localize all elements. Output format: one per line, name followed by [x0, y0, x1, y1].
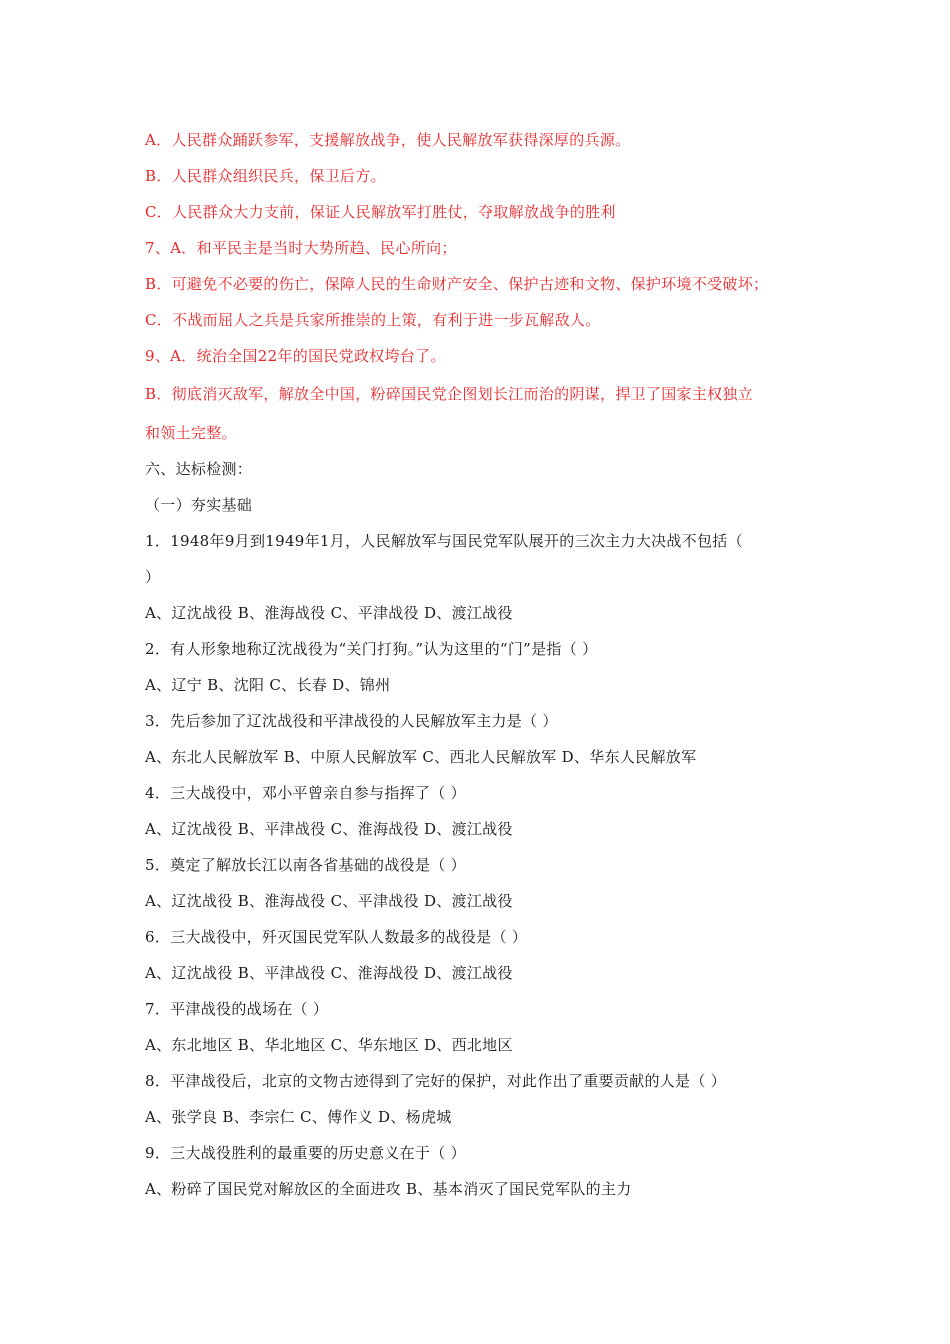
question-line-9: A、辽沈战役 B、平津战役 C、淮海战役 D、渡江战役	[145, 820, 513, 838]
question-line-11: A、辽沈战役 B、淮海战役 C、平津战役 D、渡江战役	[145, 892, 513, 910]
answer-line-7: 9、A．统治全国22年的国民党政权垮台了。	[145, 347, 446, 365]
question-line-1: 1．1948年9月到1949年1月，人民解放军与国民党军队展开的三次主力大决战不包括（	[145, 532, 743, 550]
subsection-title: （一）夯实基础	[145, 496, 253, 514]
question-line-3: A、辽沈战役 B、淮海战役 C、平津战役 D、渡江战役	[145, 604, 513, 622]
question-line-17: A、张学良 B、李宗仁 C、傅作义 D、杨虎城	[145, 1108, 452, 1126]
answer-line-1: A．人民群众踊跃参军，支援解放战争，使人民解放军获得深厚的兵源。	[145, 131, 631, 149]
answer-line-6: C．不战而屈人之兵是兵家所推崇的上策，有利于进一步瓦解敌人。	[145, 311, 601, 329]
answer-line-4: 7、A．和平民主是当时大势所趋、民心所向；	[145, 239, 457, 257]
question-line-8: 4．三大战役中，邓小平曾亲自参与指挥了（ ）	[145, 784, 466, 802]
question-line-7: A、东北人民解放军 B、中原人民解放军 C、西北人民解放军 D、华东人民解放军	[145, 748, 697, 766]
answer-line-8: B．彻底消灭敌军，解放全中国，粉碎国民党企图划长江而治的阴谋，捍卫了国家主权独立	[145, 385, 754, 403]
question-line-15: A、东北地区 B、华北地区 C、华东地区 D、西北地区	[145, 1036, 513, 1054]
document-content	[145, 122, 825, 1207]
answer-line-5: B．可避免不必要的伤亡，保障人民的生命财产安全、保护古迹和文物、保护环境不受破坏；	[145, 275, 769, 293]
question-line-5: A、辽宁 B、沈阳 C、长春 D、锦州	[145, 676, 391, 694]
question-line-16: 8．平津战役后，北京的文物古迹得到了完好的保护，对此作出了重要贡献的人是（ ）	[145, 1072, 727, 1090]
question-line-18: 9．三大战役胜利的最重要的历史意义在于（ ）	[145, 1144, 466, 1162]
answer-line-3: C．人民群众大力支前，保证人民解放军打胜仗，夺取解放战争的胜利	[145, 203, 616, 221]
question-line-19: A、粉碎了国民党对解放区的全面进攻 B、基本消灭了国民党军队的主力	[145, 1180, 632, 1198]
question-line-13: A、辽沈战役 B、平津战役 C、淮海战役 D、渡江战役	[145, 964, 513, 982]
question-line-12: 6．三大战役中，歼灭国民党军队人数最多的战役是（ ）	[145, 928, 528, 946]
question-line-6: 3．先后参加了辽沈战役和平津战役的人民解放军主力是（ ）	[145, 712, 558, 730]
question-line-4: 2．有人形象地称辽沈战役为“关门打狗。”认为这里的“门”是指（ ）	[145, 640, 598, 658]
answer-line-9: 和领土完整。	[145, 424, 237, 442]
question-line-2: ）	[145, 568, 161, 586]
section-title: 六、达标检测：	[145, 460, 253, 478]
answer-line-2: B．人民群众组织民兵，保卫后方。	[145, 167, 386, 185]
question-line-10: 5．奠定了解放长江以南各省基础的战役是（ ）	[145, 856, 466, 874]
question-line-14: 7．平津战役的战场在（ ）	[145, 1000, 329, 1018]
